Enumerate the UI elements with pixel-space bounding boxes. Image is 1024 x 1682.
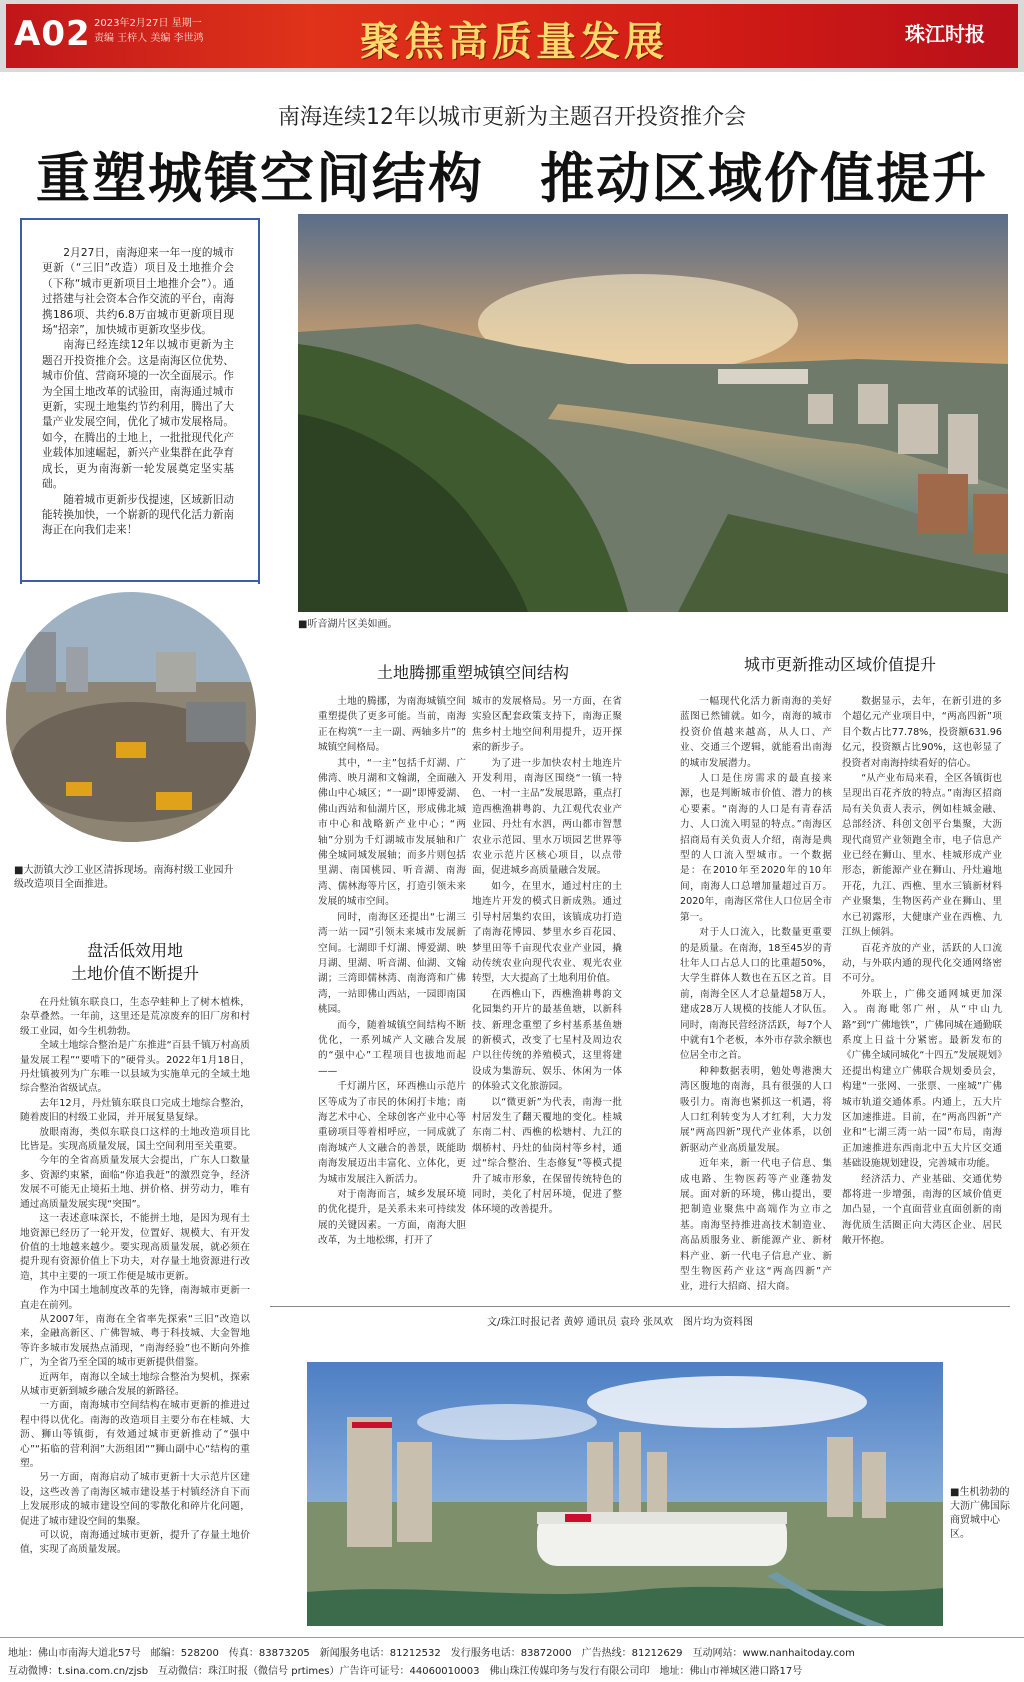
masthead-meta xyxy=(94,16,204,46)
right-section-title: 城市更新推动区域价值提升 xyxy=(743,655,936,674)
section-title: 聚焦高质量发展 xyxy=(360,18,668,65)
paragraph: 在丹灶镇东联良口，生态孕蛙种上了树木植株，杂草叠然。一年前，这里还是荒凉废弃的旧厂房和村级工业园，如今生机勃勃。 xyxy=(20,997,250,1037)
paragraph: 一方面，南海城市空间结构在城市更新的推进过程中得以优化。南海的改造项目主要分布在桂城、大沥、狮山等镇街，有效通过城市更新推动了“强中心”“拓临的营利润”大沥组团“”狮山副中心“结构的重塑。 xyxy=(20,1400,250,1469)
paragraph: 作为中国土地制度改革的先锋，南海城市更新一直走在前列。 xyxy=(20,1285,250,1311)
paragraph: 一幅现代化活力新南海的美好蓝图已然铺就。如今，南海的城市投资价值越来越高，从人口、产业、交通三个逻辑，就能看出南海的城市发展潜力。 xyxy=(680,696,832,769)
paragraph: 另一方面，南海启动了城市更新十大示范片区建设，这些改善了南海区城市建设基于村镇经济自下而上发展形成的城市建设空间的零散化和碎片化问题，促进了城市建设空间的集聚。 xyxy=(20,1472,250,1527)
lake-photo-caption: ■听音湖片区美如画。 xyxy=(298,619,398,630)
paragraph: 土地的腾挪，为南海城镇空间重塑提供了更多可能。当前，南海正在构筑“一主一副、两轴多片”的城镇空间格局。 xyxy=(318,696,466,754)
paragraph: 以“微更新”为代表，南海一批村居发生了翻天覆地的变化。桂城东南二村、西樵的松塘村、九江的烟桥村、丹灶的仙岗村等乡村，通过“综合整治、生态修复”等模式提升了城市形象，在保留传统特色的同时，美化了村居环境，促进了整体环境的改善提升。 xyxy=(472,1096,622,1216)
intro-paragraph: 随着城市更新步伐提速，区域新旧动能转换加快，一个崭新的现代化活力新南海正在向我们走来！ xyxy=(42,493,234,537)
intro-text xyxy=(42,246,234,539)
paragraph: 而今，随着城镇空间结构不断优化，一系列城产人文融合发展的“强中心”工程项目也拔地而起—— xyxy=(318,1019,466,1077)
paragraph: 为了进一步加快农村土地连片开发利用，南海区围绕“一镇一特色、一村一主品”发展思路，重点打造西樵渔耕粤韵、九江观代农业产业园、丹灶有水泗，两山都市智慧农业示范园、里水万顷园艺世界等农业示范片区核心项目，以点带面，促进城乡高质量融合发展。 xyxy=(472,757,622,877)
paragraph: 从2007年，南海在全省率先探索“三旧”改造以来，金融高新区、广佛智城、粤于科技城、大金智地等许多城市发展热点涌现，“南海经验”也不断向外推广，为全省乃至全国的城市更新提供借鉴。 xyxy=(20,1313,250,1369)
paragraph: 对于南海而言，城乡发展环境的优化提升，是关系未来可持续发展的关键因素。一方面，南海大胆改革，为土地松绑，打开了 xyxy=(318,1189,466,1247)
paragraph: 去年12月，丹灶镇东联良口完成土地综合整治，随着废旧的村级工业园，并开展复垦复绿。 xyxy=(20,1097,250,1124)
middle-column-b xyxy=(472,694,622,1294)
newspaper-logo: 珠江时报 xyxy=(905,22,985,46)
intro-paragraph: 2月27日，南海迎来一年一度的城市更新（“三旧”改造）项目及土地推介会（下称“城市更新项目土地推介会”）。通过搭建与社会资本合作交流的平台，南海携186项、共约6.8万亩城市更新项目现场“招亲”，加快城市更新攻坚步伐。 xyxy=(42,247,234,337)
byline: 文/珠江时报记者 黄婷 通讯员 袁玲 张凤欢 图片均为资料图 xyxy=(486,1317,754,1328)
paragraph: 这一表述意味深长，不能拼土地，是因为现有土地资源已经历了一轮开发，位置好、规模大、有开发价值的土地越来越少。要实现高质量发展，就必须在提升现有资源价值上下功夫，对存量土地资源进行改造，其中主要的一项工作便是城市更新。 xyxy=(20,1213,250,1282)
page-number: A02 xyxy=(14,14,91,54)
footer xyxy=(0,1637,1024,1682)
middle-section-title: 土地腾挪重塑城镇空间结构 xyxy=(376,663,569,682)
paragraph: 种种数据表明，勉处粤港澳大湾区腹地的南海，具有很强的人口吸引力。南海也紧抓这一机遇，将人口红利转变为人才红利，大力发展“两高四新”现代产业体系，以创新驱动产业高质量发展。 xyxy=(680,1065,832,1154)
demolition-photo-caption: ■大沥镇大沙工业区清拆现场。南海村级工业园升级改造项目全面推进。 xyxy=(14,865,234,890)
byline-divider xyxy=(270,1306,1010,1307)
issue-date: 2023年2月27日 星期一 xyxy=(94,18,202,29)
aeon-photo xyxy=(307,1362,943,1626)
aeon-photo-caption: ■生机勃勃的大沥广佛国际商贸城中心区。 xyxy=(950,1487,1010,1540)
paragraph: 近两年，南海以全域土地综合整治为契机，探索从城市更新到城乡融合发展的新路径。 xyxy=(20,1371,250,1397)
paragraph: 同时，南海区还提出“七湖三湾一站一园”引领未来城市发展新空间。七湖即千灯湖、博爱湖、映月湖、里湖、听音湖、仙湖、文翰湖；三湾即儒林湾、南海湾和广佛湾，一站即佛山西站，一园即南国桃园。 xyxy=(318,911,466,1016)
subheadline: 南海连续12年以城市更新为主题召开投资推介会 xyxy=(278,105,746,130)
paragraph: 千灯湖片区，环西樵山示范片区等成为了市民的休闲打卡地；南海艺术中心、全球创客产业中心等重磅项目等着相呼应，一同成就了南海城产人文融合的善景，既能助南海发展迈出丰富化、立体化，更为城市发展注入新活力。 xyxy=(318,1081,466,1185)
paragraph: 全域土地综合整治是广东推进“百县千镇万村高质量发展工程”“要啃下的”硬骨头。2022年1月18日，丹灶镇被列为广东唯一以县域为实施单元的全域土地综合整治省级试点。 xyxy=(20,1040,250,1095)
right-column-a xyxy=(680,694,832,1294)
footer-line-2: 互动微博：t.sina.com.cn/zjsb 互动微信：珠江时报（微信号 prtimes）广告许可证号：44060010003 佛山珠江传媒印务与发行有限公司印 地址：佛山市禅城区港口路17号 xyxy=(8,1666,803,1677)
paragraph: 可以说，南海通过城市更新，提升了存量土地价值，实现了高质量发展。 xyxy=(20,1530,250,1556)
paragraph: 经济活力、产业基础、交通优势都将进一步增强，南海的区域价值更加凸显，一个直面营业直面创新的南海优质生活圈正向大湾区企业、居民敞开怀抱。 xyxy=(842,1173,1002,1247)
middle-column-a xyxy=(318,694,466,1294)
left-section-title xyxy=(20,938,250,984)
demolition-photo xyxy=(6,592,256,842)
paragraph: 人口是住房需求的最直接来源，也是判断城市价值、潜力的核心要素。“南海的人口是有青春活力、人口流入明显的特点。”南海区招商局有关负责人介绍，南海是典型的人口流入型城市。一个数据是：在2010年至2020年的10年间，南海人口总增加量超过百万。2020年，南海区常住人口位居全市第一。 xyxy=(680,773,832,923)
paragraph: 今年的全省高质量发展大会提出，广东人口数量多、资源约束紧，面临“你追我赶”的激烈竞争，经济发展不可能无止境拓土地、拼价格、拼劳动力，唯有通过高质量发展实现“突围”。 xyxy=(20,1155,250,1210)
paragraph: 其中，“一主”包括千灯湖、广佛湾、映月湖和文翰湖，全面融入佛山中心城区；“一副”即博爱湖、佛山西站和仙湖片区，形成佛北城市中心和战略新产业中心；“两轴”分别为千灯湖城市发展轴和广佛全城同城发展轴；而多片则包括里湖、南国桃园、听音湖、南海湾、儒林海等片区，打造引领未来发展的城市空间。 xyxy=(318,757,466,908)
editors-credit: 责编 王梓人 美编 李世鸿 xyxy=(94,33,204,44)
left-section-title-line2: 土地价值不断提升 xyxy=(70,964,199,983)
paragraph: 外联上，广佛交通网城更加深入。南海毗邻广州，从“中山九路”到“广佛地铁”，广佛同城在通勤联系度上日益十分紧密。最新发布的《广佛全域同城化“十四五”发展规划》还提出构建立广佛联合规划委员会，构建“一张网、一张票、一座城”广佛城市轨道交通体系。内通上，五大片区加速推进。目前，在“两高四新”产业和“七湖三湾一站一园”布局，南海正加速推进东西南北中五大片区交通基础设施规划建设，完善城市功能。 xyxy=(842,988,1002,1170)
footer-line-1: 地址：佛山市南海大道北57号 邮编：528200 传真：83873205 新闻服务电话：81212532 发行服务电话：83872000 广告热线：81212629 互动网站：www.nanhaitoday.com xyxy=(8,1648,855,1659)
intro-paragraph: 南海已经连续12年以城市更新为主题召开投资推介会。这是南海区位优势、城市价值、营商环境的一次全面展示。作为全国土地改革的试验田，南海通过城市更新，实现土地集约节约利用，腾出了大量产业发展空间，优化了城市发展格局。如今，在腾出的土地上，一批批现代化产业载体加速崛起，新兴产业集群在此孕育成长，更为南海新一轮发展奠定坚实基础。 xyxy=(42,339,234,491)
lake-photo xyxy=(298,214,1008,612)
headline: 重塑城镇空间结构 推动区域价值提升 xyxy=(36,146,988,210)
paragraph: 在西樵山下，西樵渔耕粤韵文化园集约开片的最基鱼塘，以新科技、新理念重塑了乡村基系基鱼塘的新模式，改变了七星村及周边农户以往传统的养殖模式，这里将建设成为集游玩、娱乐、休闲为一体的体验式文化旅游园。 xyxy=(472,988,622,1093)
paragraph: 对于人口流入，比数量更重要的是质量。在南海，18至45岁的青壮年人口占总人口的比重超50%，大学生群体人数也在五区之首。目前，南海全区人才总量超58万人，建成28万人规模的技能人才队伍。同时，南海民营经济活跃，每7个人中就有1个老板，本外市存款余额也位居全市之首。 xyxy=(680,927,832,1062)
paragraph: 如今，在里水，通过村庄的土地连片开发的模式日新成熟。通过引导村居集约农田，该镇成功打造了南海花博园、梦里水乡百花园、梦里田等千亩现代农业产业园，撬动传统农业向现代农业、观光农业转型，大大提高了土地利用价值。 xyxy=(472,880,622,985)
paragraph: “从产业布局来看，全区各镇街也呈现出百花齐放的特点。”南海区招商局有关负责人表示，例如桂城金融、总部经济、科创文创平台集聚，大沥现代商贸产业领跑全市，电子信息产业已经在狮山、里水、桂城形成产业形态，新能源产业在狮山、丹灶遍地开花，九江、西樵、里水三镇新材料产业聚集，生物医药产业在狮山、里水已初露形，大健康产业在西樵、九江纵上倾斜。 xyxy=(842,773,1002,939)
paragraph: 近年来，新一代电子信息、集成电路、生物医药等产业蓬勃发展。面对新的环境，佛山提出，要把制造业聚焦中高端作为立市之基。南海坚持推进高技术制造业、高品质服务业、新能源产业、新材料产业、新一代电子信息产业、新型生物医药产业这“两高四新”产业，进行大招商、招大商。 xyxy=(680,1158,832,1293)
paragraph: 数据显示，去年，在新引进的多个超亿元产业项目中，“两高四新”项目个数占比77.78%，投资额631.96亿元，投资额占比90%，这也彰显了投资者对南海持续看好的信心。 xyxy=(842,696,1002,769)
left-section-title-line1: 盘活低效用地 xyxy=(86,941,183,960)
paragraph: 放眼南海，类似东联良口这样的土地改造项目比比皆是。实现高质量发展，国土空间利用至关重要。 xyxy=(20,1126,250,1153)
left-column-text xyxy=(20,996,250,1590)
paragraph: 百花齐放的产业，活跃的人口流动，与外联内通的现代化交通网络密不可分。 xyxy=(842,942,1002,985)
paragraph: 城市的发展格局。另一方面，在省实验区配套政策支持下，南海正聚焦乡村土地空间利用提升，迈开探索的新步子。 xyxy=(472,696,622,754)
right-column-b xyxy=(842,694,1002,1294)
